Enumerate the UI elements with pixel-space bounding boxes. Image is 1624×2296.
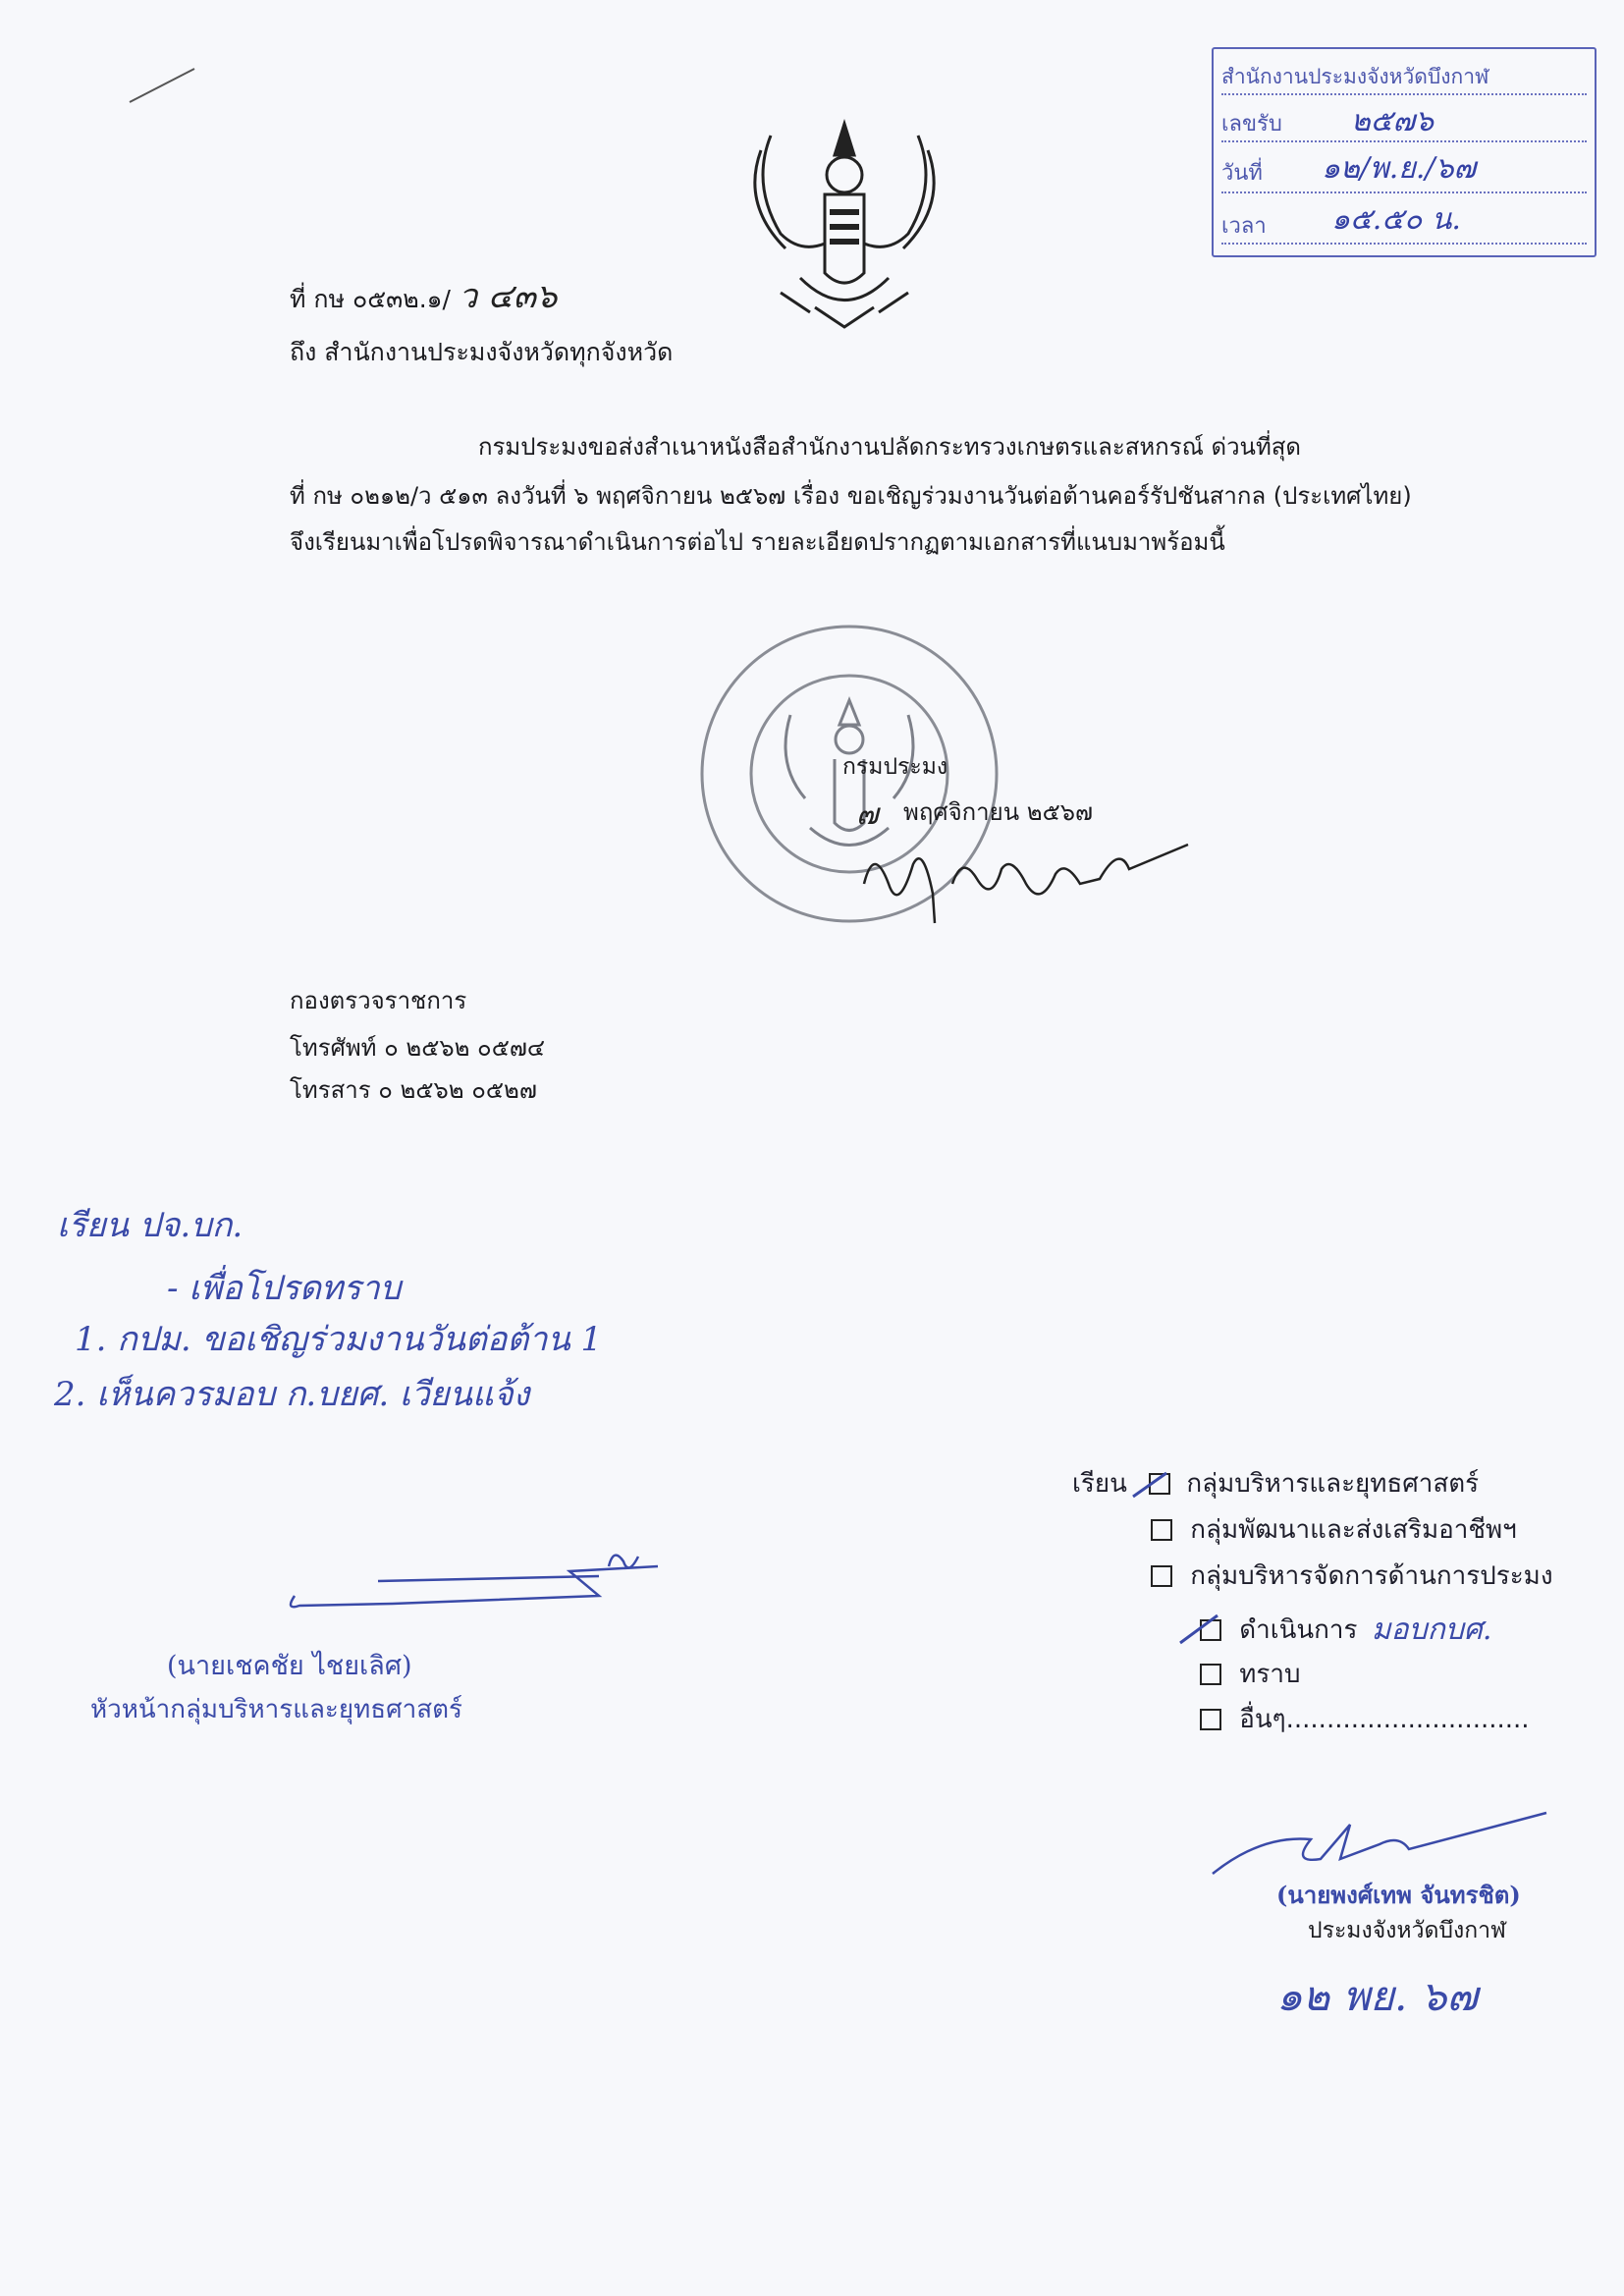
note-line-4: 2. เห็นควรมอบ ก.บยศ. เวียนแจ้ง — [54, 1375, 530, 1414]
doc-number: ที่ กษ ๐๕๓๒.๑/ — [290, 285, 451, 313]
action-option-3 — [1200, 1699, 1530, 1739]
receipt-time-value: ๑๕.๕๐ น. — [1331, 202, 1461, 237]
routing-prefix: เรียน — [1072, 1469, 1127, 1499]
body-line-1: กรมประมงขอส่งสำเนาหนังสือสำนักงานปลัดกระทรวงเกษตรและสหกรณ์ ด่วนที่สุด — [478, 433, 1302, 461]
action-checkbox-2[interactable] — [1200, 1664, 1221, 1685]
director-name: (นายพงศ์เทพ จันทรชิต) — [1276, 1881, 1521, 1909]
receipt-no-value: ๒๕๗๖ — [1351, 104, 1435, 138]
receipt-time-label: เวลา — [1221, 214, 1267, 239]
routing-checkbox-2[interactable] — [1151, 1519, 1172, 1541]
receipt-date-label: วันที่ — [1221, 161, 1263, 186]
receipt-office: สำนักงานประมงจังหวัดบึงกาฬ — [1221, 65, 1489, 88]
director-title: ประมงจังหวัดบึงกาฬ — [1308, 1918, 1506, 1943]
routing-checkbox-3[interactable] — [1151, 1565, 1172, 1587]
staff-title: หัวหน้ากลุ่มบริหารและยุทธศาสตร์ — [90, 1695, 462, 1724]
note-line-1: เรียน ปจ.บก. — [57, 1206, 244, 1245]
body-line-3: จึงเรียนมาเพื่อโปรดพิจารณาดำเนินการต่อไป รายละเอียดปรากฏตามเอกสารที่แนบมาพร้อมนี้ — [290, 528, 1225, 556]
receipt-date-value: ๑๒/พ.ย./๖๗ — [1322, 151, 1477, 186]
date-line: พฤศจิกายน ๒๕๖๗ — [903, 798, 1094, 826]
receipt-no-label: เลขรับ — [1221, 112, 1282, 137]
action-handwritten: มอบกบศ. — [1371, 1613, 1492, 1647]
director-general-signature — [844, 825, 1218, 933]
action-checkbox-3[interactable] — [1200, 1709, 1221, 1730]
routing-label-2: กลุ่มพัฒนาและส่งเสริมอาชีพฯ — [1190, 1515, 1517, 1545]
director-date-handwritten: ๑๒ พย. ๖๗ — [1276, 1972, 1478, 2020]
to-line: ถึง สำนักงานประมงจังหวัดทุกจังหวัด — [290, 338, 674, 366]
action-label-3: อื่นๆ.............................. — [1239, 1705, 1530, 1734]
contact-phone: โทรศัพท์ ๐ ๒๕๖๒ ๐๕๗๔ — [290, 1034, 546, 1062]
action-option-1 — [1200, 1607, 1491, 1653]
action-option-2 — [1200, 1654, 1300, 1694]
routing-label-1: กลุ่มบริหารและยุทธศาสตร์ — [1186, 1469, 1480, 1499]
action-checkbox-1[interactable] — [1200, 1619, 1221, 1641]
routing-option-2 — [1151, 1509, 1517, 1550]
contact-division: กองตรวจราชการ — [290, 987, 467, 1014]
staff-name: (นายเชคชัย ไชยเลิศ) — [167, 1651, 412, 1681]
action-label-2: ทราบ — [1239, 1660, 1301, 1689]
seal-text: กรมประมง — [842, 754, 948, 780]
staff-signature — [275, 1537, 668, 1615]
contact-fax: โทรสาร ๐ ๒๕๖๒ ๐๕๒๗ — [290, 1076, 537, 1104]
pen-mark — [126, 61, 204, 108]
note-line-3: 1. กปม. ขอเชิญร่วมงานวันต่อต้าน 1 — [75, 1320, 603, 1359]
doc-number-handwritten: ว ๔๓๖ — [458, 277, 558, 316]
note-line-2: - เพื่อโปรดทราบ — [167, 1269, 402, 1308]
body-line-2: ที่ กษ ๐๒๑๒/ว ๕๑๓ ลงวันที่ ๖ พฤศจิกายน ๒๕๖๗ เรื่อง ขอเชิญร่วมงานวันต่อต้านคอร์รัปชันสากล (ประเทศไทย) — [290, 482, 1412, 510]
check-mark-icon — [1178, 1612, 1221, 1645]
receipt-stamp — [1212, 47, 1597, 257]
action-label-1: ดำเนินการ — [1239, 1615, 1358, 1645]
garuda-emblem-icon — [731, 116, 957, 332]
date-day-handwritten: ๗ — [856, 797, 879, 832]
check-mark-icon — [1131, 1469, 1170, 1499]
routing-checkbox-1[interactable] — [1149, 1473, 1170, 1495]
doc-number-line — [290, 277, 558, 316]
routing-option-1 — [1072, 1463, 1479, 1503]
routing-option-3 — [1151, 1556, 1553, 1596]
routing-label-3: กลุ่มบริหารจัดการด้านการประมง — [1190, 1561, 1553, 1591]
